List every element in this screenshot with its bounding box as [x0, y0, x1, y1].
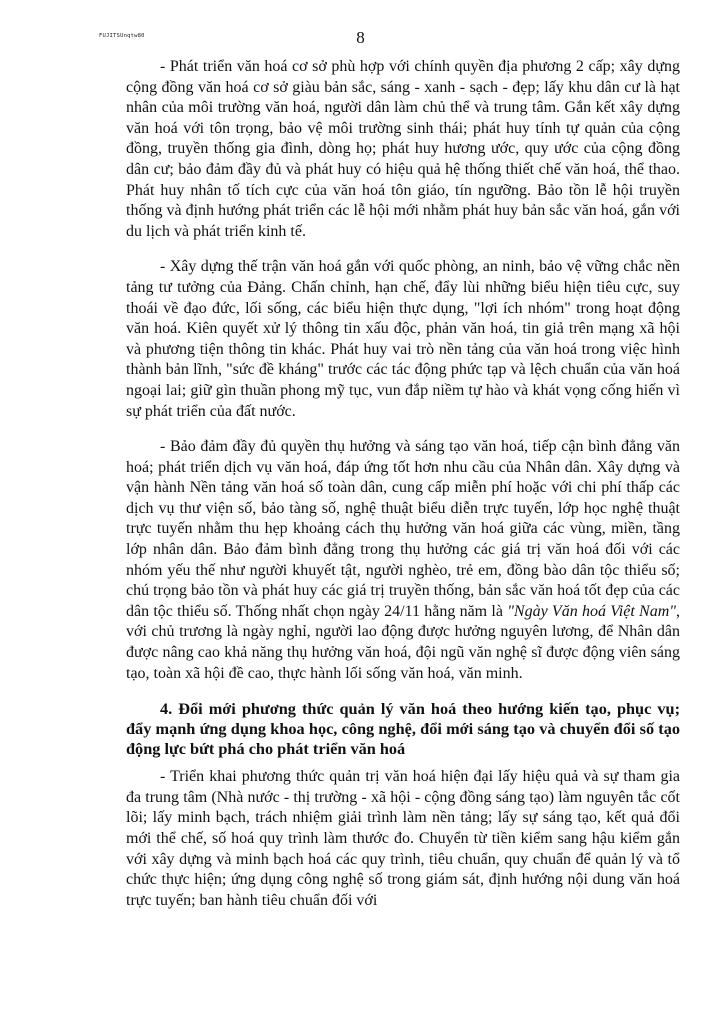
scanner-id-mark: FUJITSUnqtw80 [99, 33, 145, 39]
document-body [126, 57, 680, 911]
paragraph-cultural-grassroots: - Phát triển văn hoá cơ sở phù hợp với chính quyền địa phương 2 cấp; xây dựng cộng đồng văn hoá cơ sở giàu bản sắc, sáng - xanh - sạch - đẹp; lấy khu dân cư là hạt nhân của môi trường văn hoá, người dân làm chủ thể và trung tâm. Gắn kết xây dựng văn hoá với tôn trọng, bảo vệ môi trường sinh thái; phát huy tính tự quản của cộng đồng, truyền thống gia đình, dòng họ; phát huy hương ước, quy ước của cộng đồng dân cư; bảo đảm đầy đủ và phát huy có hiệu quả hệ thống thiết chế văn hoá, thể thao. Phát huy nhân tố tích cực của văn hoá tôn giáo, tín ngưỡng. Bảo tồn lễ hội truyền thống và định hướng phát triển các lễ hội mới nhằm phát huy bản sắc văn hoá, gắn với du lịch và phát triển kinh tế. [126, 58, 680, 240]
vietnam-culture-day-name: "Ngày Văn hoá Việt Nam" [507, 602, 676, 620]
paragraph-cultural-rights-text-a: - Bảo đảm đầy đủ quyền thụ hưởng và sáng tạo văn hoá, tiếp cận bình đẳng văn hoá; phát triển dịch vụ văn hoá, đáp ứng tốt hơn nhu cầu của Nhân dân. Xây dựng và vận hành Nền tảng văn hoá số toàn dân, cung cấp miễn phí hoặc với chi phí thấp các dịch vụ thư viện số, bảo tàng số, nghệ thuật biểu diễn trực tuyến, lớp học nghệ thuật trực tuyến nhằm thu hẹp khoảng cách thụ hưởng văn hoá giữa các vùng, miền, tầng lớp nhân dân. Bảo đảm bình đẳng trong thụ hưởng các giá trị văn hoá đối với các nhóm yếu thế như người khuyết tật, người nghèo, trẻ em, đồng bào dân tộc thiểu số; chú trọng bảo tồn và phát huy các giá trị truyền thống, bản sắc văn hoá tốt đẹp của các dân tộc thiểu số. Thống nhất chọn ngày 24/11 hằng năm là [126, 438, 680, 620]
page-number: 8 [356, 28, 365, 47]
paragraph-cultural-defense: - Xây dựng thế trận văn hoá gắn với quốc phòng, an ninh, bảo vệ vững chắc nền tảng tư tưởng của Đảng. Chấn chỉnh, hạn chế, đẩy lùi những biểu hiện tiêu cực, suy thoái về đạo đức, lối sống, các biểu hiện thực dụng, "lợi ích nhóm" trong hoạt động văn hoá. Kiên quyết xử lý thông tin xấu độc, phản văn hoá, tin giả trên mạng xã hội và phương tiện thông tin khác. Phát huy vai trò nền tảng của văn hoá trong việc hình thành bản lĩnh, "sức đề kháng" trước các tác động phức tạp và lệch chuẩn của văn hoá ngoại lai; giữ gìn thuần phong mỹ tục, vun đắp niềm tự hào và khát vọng cống hiến vì sự phát triển của đất nước. [126, 258, 680, 420]
paragraph-cultural-rights-text-b: , với chủ trương là ngày nghỉ, người lao động được hưởng nguyên lương, để Nhân dân được nâng cao khả năng thụ hưởng văn hoá, đội ngũ văn nghệ sĩ được động viên sáng tạo, toàn xã hội đề cao, thực hành lối sống văn hoá, văn minh. [126, 602, 680, 682]
paragraph-cultural-rights [126, 437, 680, 684]
paragraph-governance: - Triển khai phương thức quản trị văn hoá hiện đại lấy hiệu quả và sự tham gia đa trung tâm (Nhà nước - thị trường - xã hội - cộng đồng sáng tạo) làm nguyên tắc cốt lõi; lấy minh bạch, trách nhiệm giải trình làm nền tảng; lấy sự sáng tạo, kết quả đổi mới thể chế, số hoá quy trình làm thước đo. Chuyển từ tiền kiểm sang hậu kiểm gắn với xây dựng và minh bạch hoá các quy trình, tiêu chuẩn, quy chuẩn để quản lý và tổ chức thực hiện; ứng dụng công nghệ số trong giám sát, định hướng nội dung văn hoá trực tuyến; ban hành tiêu chuẩn đối với [126, 768, 680, 909]
section-heading-4: 4. Đổi mới phương thức quản lý văn hoá theo hướng kiến tạo, phục vụ; đẩy mạnh ứng dụng khoa học, công nghệ, đổi mới sáng tạo và chuyển đổi số tạo động lực bứt phá cho phát triển văn hoá [126, 699, 680, 759]
